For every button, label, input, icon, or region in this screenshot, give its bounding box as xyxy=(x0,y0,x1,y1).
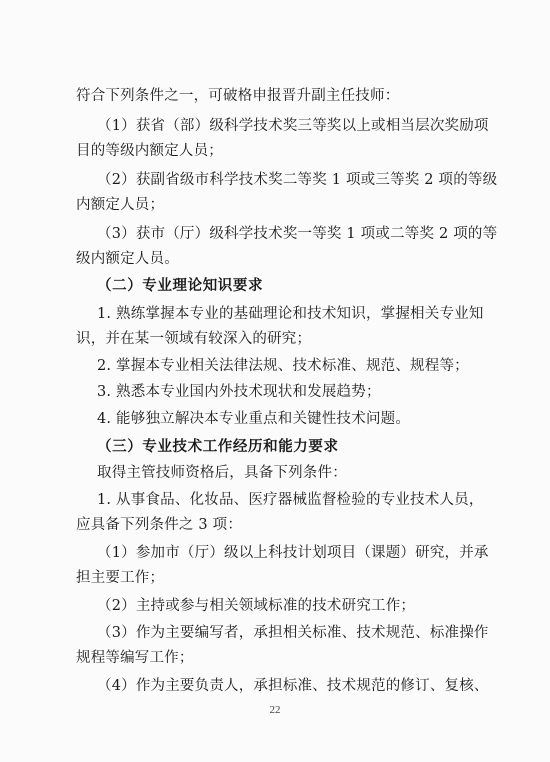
text-line: （3）获市（厅）级科学技术奖一等奖 1 项或二等奖 2 项的等 xyxy=(97,226,498,242)
text-line: 应具备下列条件之 3 项： xyxy=(76,517,243,533)
text-line: 级内额定人员。 xyxy=(76,251,179,267)
text-line: 3. 熟悉本专业国内外技术现状和发展趋势； xyxy=(97,384,381,400)
text-line: 符合下列条件之一，可破格申报晋升副主任技师： xyxy=(76,88,400,104)
text-line: 2. 掌握本专业相关法律法规、技术标准、规范、规程等； xyxy=(97,358,469,374)
text-line: （1）获省（部）级科学技术奖三等奖以上或相当层次奖励项 xyxy=(97,118,489,134)
text-line: 取得主管技师资格后，具备下列条件： xyxy=(97,465,347,481)
text-line: 识，并在某一领域有较深入的研究； xyxy=(76,331,312,347)
text-line: （2）主持或参与相关领域标准的技术研究工作； xyxy=(97,598,416,614)
text-line: （4）作为主要负责人，承担标准、技术规范的修订、复核、 xyxy=(97,678,489,694)
text-line: 4. 能够独立解决本专业重点和关键性技术问题。 xyxy=(97,411,411,427)
text-line: （3）作为主要编写者，承担相关标准、技术规范、标准操作 xyxy=(97,625,489,641)
page-number: 22 xyxy=(269,704,281,716)
text-line: 内额定人员； xyxy=(76,197,165,213)
section-heading: （三）专业技术工作经历和能力要求 xyxy=(97,438,339,455)
text-line: 规程等编写工作； xyxy=(76,650,194,666)
text-line: 1. 熟练掌握本专业的基础理论和技术知识，掌握相关专业知 xyxy=(97,306,484,322)
text-line: 1. 从事食品、化妆品、医疗器械监督检验的专业技术人员， xyxy=(97,492,484,508)
text-line: （1）参加市（厅）级以上科技计划项目（课题）研究，并承 xyxy=(97,545,489,561)
text-line: 担主要工作； xyxy=(76,570,165,586)
text-line: （2）获副省级市科学技术奖二等奖 1 项或三等奖 2 项的等级 xyxy=(97,172,498,188)
section-heading: （二）专业理论知识要求 xyxy=(97,277,264,294)
text-line: 目的等级内额定人员； xyxy=(76,143,223,159)
